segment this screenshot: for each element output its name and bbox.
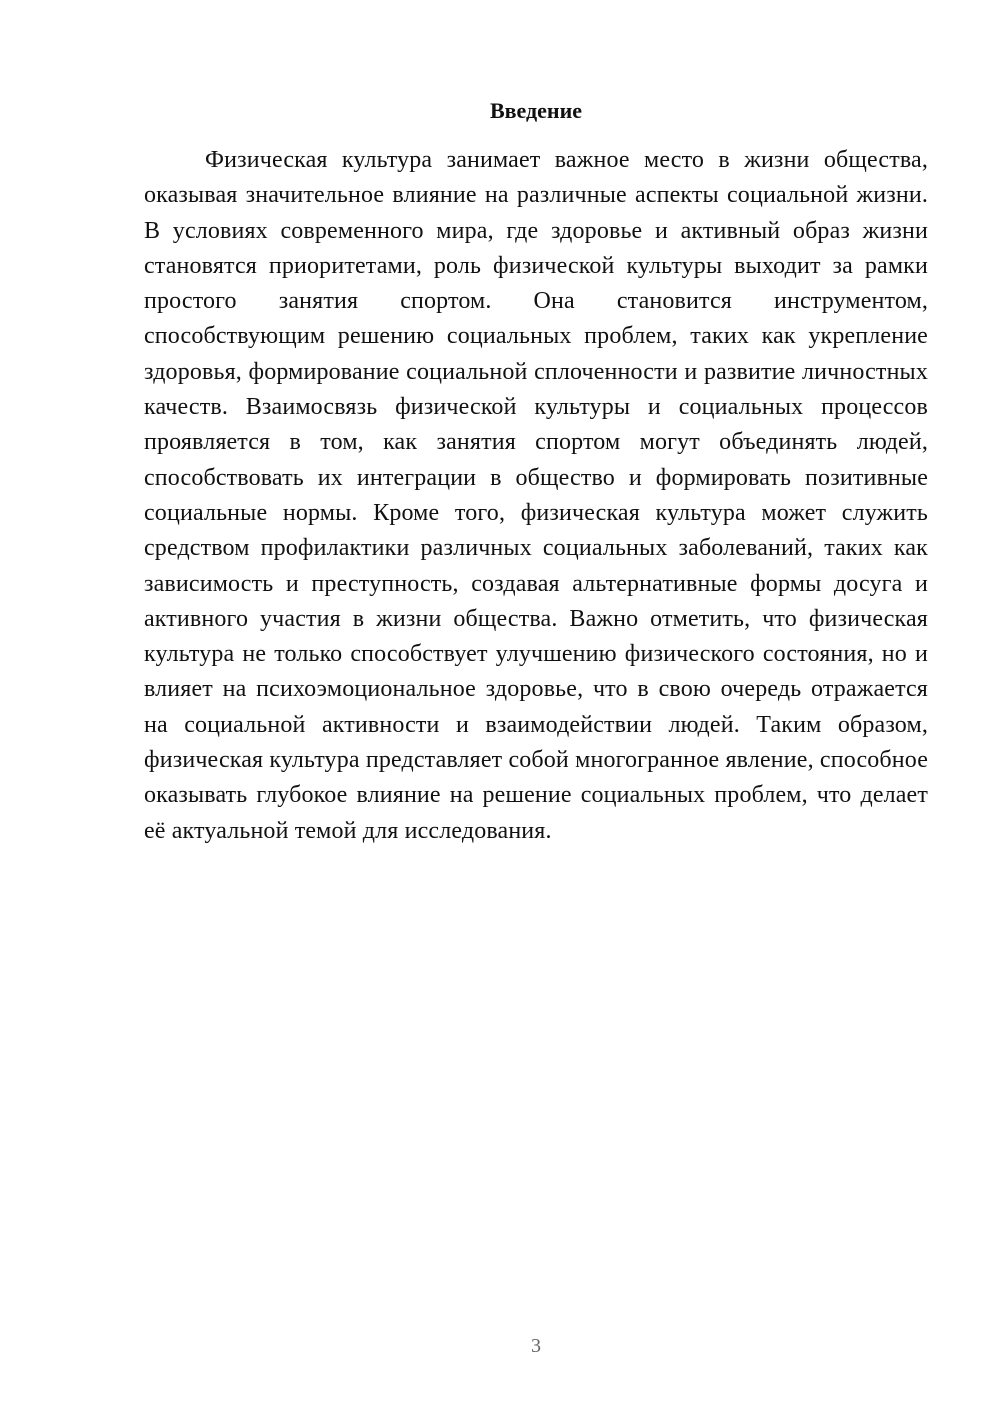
section-title: Введение xyxy=(489,98,583,123)
page-number: 3 xyxy=(531,1335,541,1357)
body-paragraph: Физическая культура занимает важное место в жизни общества, оказывая значительное влияние на различные аспекты социальной жизни. В условиях современного мира, где здоровье и активный образ жизни становятся приоритетами, роль физической культуры выходит за рамки простого занятия спортом. Она становится инструментом, способствующим решению социальных проблем, таких как укрепление здоровья, формирование социальной сплоченности и развитие личностных качеств. Взаимосвязь физической культуры и социальных процессов проявляется в том, как занятия спортом могут объединять людей, способствовать их интеграции в общество и формировать позитивные социальные нормы. Кроме того, физическая культура может служить средством профилактики различных социальных заболеваний, таких как зависимость и преступность, создавая альтернативные формы досуга и активного участия в жизни общества. Важно отметить, что физическая культура не только способствует улучшению физического состояния, но и влияет на психоэмоциональное здоровье, что в свою очередь отражается на социальной активности и взаимодействии людей. Таким образом, физическая культура представляет собой многогранное явление, способное оказывать глубокое влияние на решение социальных проблем, что делает её актуальной темой для исследования. xyxy=(144,147,928,844)
